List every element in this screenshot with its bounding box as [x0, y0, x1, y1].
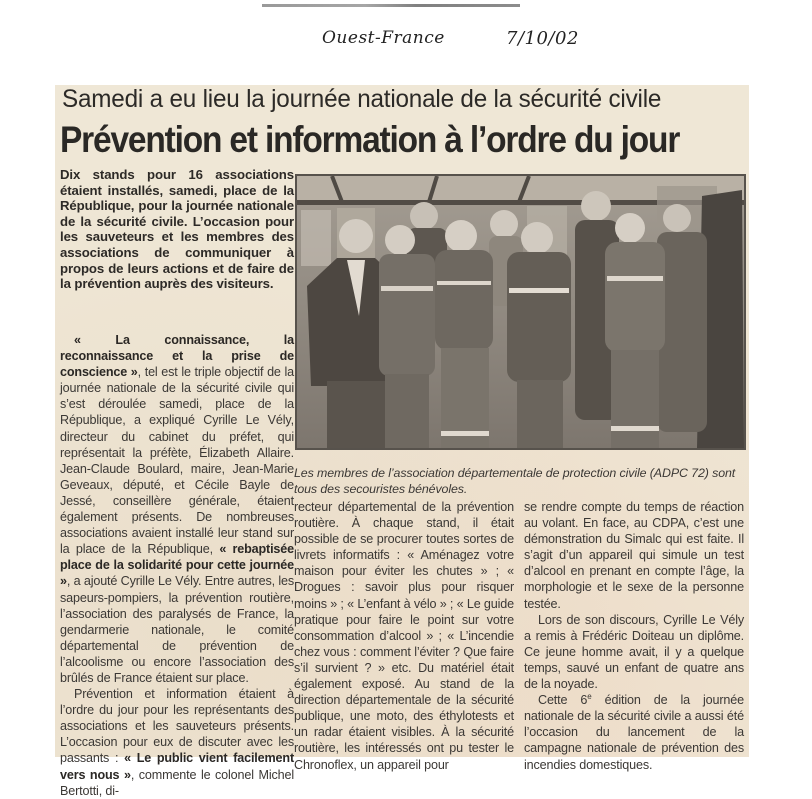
newspaper-clipping — [55, 85, 749, 798]
volunteer-2 — [435, 220, 493, 448]
article-column-2 — [294, 499, 514, 773]
handwritten-date-note: 7/10/02 — [506, 28, 579, 49]
handwritten-source-note: Ouest-France — [322, 28, 445, 48]
article-headline: Prévention et information à l’ordre du jour — [60, 119, 680, 160]
clipping-top-rule — [262, 4, 520, 7]
volunteer-4 — [605, 213, 665, 448]
quote-public: « Le public vient facilement vers nous » — [60, 751, 294, 782]
group-photo — [295, 174, 746, 450]
article-lead-paragraph: Dix stands pour 16 associations étaient installés, samedi, place de la République, pour la journée nationale de la sécurité civile. L’occasion pour les sauveteurs et les membres des associations de communiquer à propos de leurs actions et de faire de la prévention auprès des visiteurs. — [60, 167, 294, 292]
quote-solidarity: « rebaptisée place de la solidarité pour cette journée » — [60, 542, 294, 589]
article-subtitle: Samedi a eu lieu la journée nationale de la sécurité civile — [62, 85, 662, 113]
article-paragraph-1: « La connaissance, la reconnaissance et la prise de conscience », tel est le triple objectif de la journée nationale de la sécurité civile qui s’est déroulée samedi, place de la République, a expliqué Cyrille Le Vély, directeur du cabinet du préfet, qui représentait la préfète, Élizabeth Allaire. Jean-Claude Boulard, maire, Jean-Marie Geveaux, député, et Cécile Bayle de Jessé, conseillère générale, étaient également présents. De nombreuses associations avaient installé leur stand sur la place de la République, « rebaptisée place de la solidarité pour cette journée », a ajouté Cyrille Le Vély. Entre autres, les sapeurs-pompiers, la prévention routière, l’association des paralysés de France, la gendarmerie nationale, le comité départemental de prévention de l’alcoolisme ou encore l’association des brûlés de France étaient sur place. — [60, 333, 294, 685]
photo-caption: Les membres de l’association départementale de protection civile (ADPC 72) sont tous des secouristes bénévoles. — [294, 466, 736, 496]
article-paragraph-3: Lors de son discours, Cyrille Le Vély a remis à Frédéric Doiteau un diplôme. Ce jeune homme avait, il y a quelque temps, sauvé un enfant de quatre ans de la noyade. — [524, 612, 744, 692]
article-paragraph-4: Cette 6e édition de la journée nationale de la sécurité civile a aussi été l’occasion du lancement de la campagne nationale de prévention des incendies domestiques. — [524, 691, 744, 772]
article-paragraph-2: Prévention et information étaient à l’ordre du jour pour les représentants des associations et les sauveteurs présents. L’occasion pour eux de discuter avec les passants : « Le public vient facilement vers nous », commente le colonel Michel Bertotti, di- — [60, 687, 294, 798]
quote-objective: « La connaissance, la reconnaissance et la prise de conscience » — [60, 333, 294, 380]
article-column-3 — [524, 499, 744, 773]
volunteer-1 — [379, 225, 435, 448]
article-column-1 — [60, 332, 294, 799]
article-paragraph-2-end: se rendre compte du temps de réaction au volant. En face, au CDPA, c’est une démonstration du Simalc qui est faite. Il s’agit d’un appareil qui simule un test d’alcool en prenant en compte l’âge, la morphologie et le sexe de la personne testée. — [524, 500, 744, 611]
article-paragraph-2-continued: recteur départemental de la prévention routière. À chaque stand, il était possible de se procurer toutes sortes de livrets informatifs : « Aménagez votre maison pour éviter les chutes » ; « Drogues : savoir plus pour risquer moins » ; « L’enfant à vélo » ; « Le guide pratique pour faire le point sur votre consommation d’alcool » ; « L’incendie chez vous : comment l’éviter ? Que faire s’il survient ? » etc. Du matériel était également exposé. Au stand de la direction départementale de la sécurité publique, une moto, des éthylotests et un radar étaient visibles. À la sécurité routière, les intéressés ont pu tester le Chronoflex, un appareil pour — [294, 500, 514, 772]
group-photo-image — [297, 176, 744, 448]
